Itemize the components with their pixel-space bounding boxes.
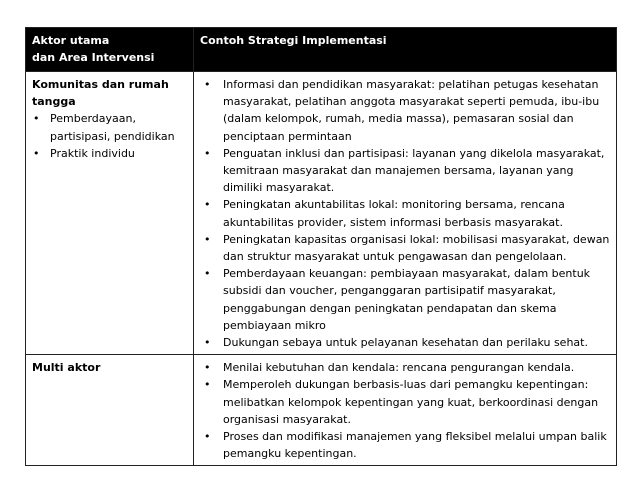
strategy-cell-community [194, 72, 617, 355]
header-actor-line1: Aktor utama [32, 34, 110, 47]
bullet-icon: • [204, 267, 211, 281]
actor-area-text: Praktik individu [50, 146, 135, 160]
bullet-icon: • [204, 232, 211, 246]
bullet-icon: • [33, 112, 40, 126]
strategy-list [200, 359, 610, 462]
list-item [200, 196, 610, 230]
header-row [26, 28, 617, 72]
bullet-icon: • [204, 336, 211, 350]
strategy-table [25, 27, 617, 466]
list-item [200, 334, 610, 351]
list-item [200, 145, 610, 197]
list-item [200, 265, 610, 334]
header-strategy-cell [194, 28, 617, 72]
list-item [32, 145, 187, 162]
list-item [32, 110, 187, 144]
header-strategy-label: Contoh Strategi Implementasi [200, 34, 387, 47]
actor-area-list [32, 110, 187, 162]
list-item [200, 76, 610, 145]
actor-area-text: Pemberdayaan, partisipasi, pendidikan [50, 112, 175, 143]
bullet-icon: • [204, 361, 211, 375]
strategy-text: Memperoleh dukungan berbasis-luas dari pemangku kepentingan: melibatkan kelompok kepentingan yang kuat, berkoordinasi dengan organisasi masyarakat. [223, 378, 599, 426]
strategy-text: Dukungan sebaya untuk pelayanan kesehatan dan perilaku sehat. [223, 336, 588, 350]
bullet-icon: • [204, 78, 211, 91]
strategy-text: Peningkatan akuntabilitas lokal: monitoring bersama, rencana akuntabilitas provider, sistem informasi berbasis masyarakat. [223, 198, 565, 229]
strategy-text: Peningkatan kapasitas organisasi lokal: mobilisasi masyarakat, dewan dan struktur masyarakat untuk pengawasan dan pengelolaan. [223, 232, 610, 264]
table-row-multi-actor [26, 355, 617, 466]
actor-cell-community [26, 72, 194, 355]
strategy-list [200, 76, 610, 351]
header-actor-cell [26, 28, 194, 72]
strategy-text: Penguatan inklusi dan partisipasi: layanan yang dikelola masyarakat, kemitraan masyarakat dan manajemen bersama, layanan yang dimiliki masyarakat. [223, 146, 605, 195]
bullet-icon: • [33, 146, 40, 160]
strategy-text: Menilai kebutuhan dan kendala: rencana pengurangan kendala. [223, 361, 575, 375]
actor-title-line1: Multi aktor [32, 361, 101, 375]
list-item [200, 359, 610, 376]
strategy-text: Pemberdayaan keuangan: pembiayaan masyarakat, dalam bentuk subsidi dan voucher, penganggaran partisipatif masyarakat, penggabungan dengan peningkatan pendapatan dan skema pembiayaan mikro [223, 267, 591, 332]
bullet-icon: • [204, 378, 211, 392]
strategy-cell-multi [194, 355, 617, 466]
bullet-icon: • [204, 146, 211, 160]
actor-title-line2: tangga [32, 95, 76, 109]
list-item [200, 428, 610, 462]
list-item [200, 376, 610, 428]
strategy-text: Proses dan modifikasi manajemen yang fleksibel melalui umpan balik pemangku kepentingan. [223, 430, 607, 461]
actor-title-line1: Komunitas dan rumah [32, 78, 169, 91]
list-item [200, 231, 610, 265]
table-row-community [26, 72, 617, 355]
bullet-icon: • [204, 430, 211, 444]
bullet-icon: • [204, 198, 211, 212]
actor-cell-multi [26, 355, 194, 466]
header-actor-line2: dan Area Intervensi [32, 51, 155, 65]
strategy-text: Informasi dan pendidikan masyarakat: pelatihan petugas kesehatan masyarakat, pelatihan anggota masyarakat seperti pemuda, ibu-ibu (dalam kelompok, rumah, media massa), pemasaran sosial dan penciptaan permintaan [223, 78, 600, 143]
